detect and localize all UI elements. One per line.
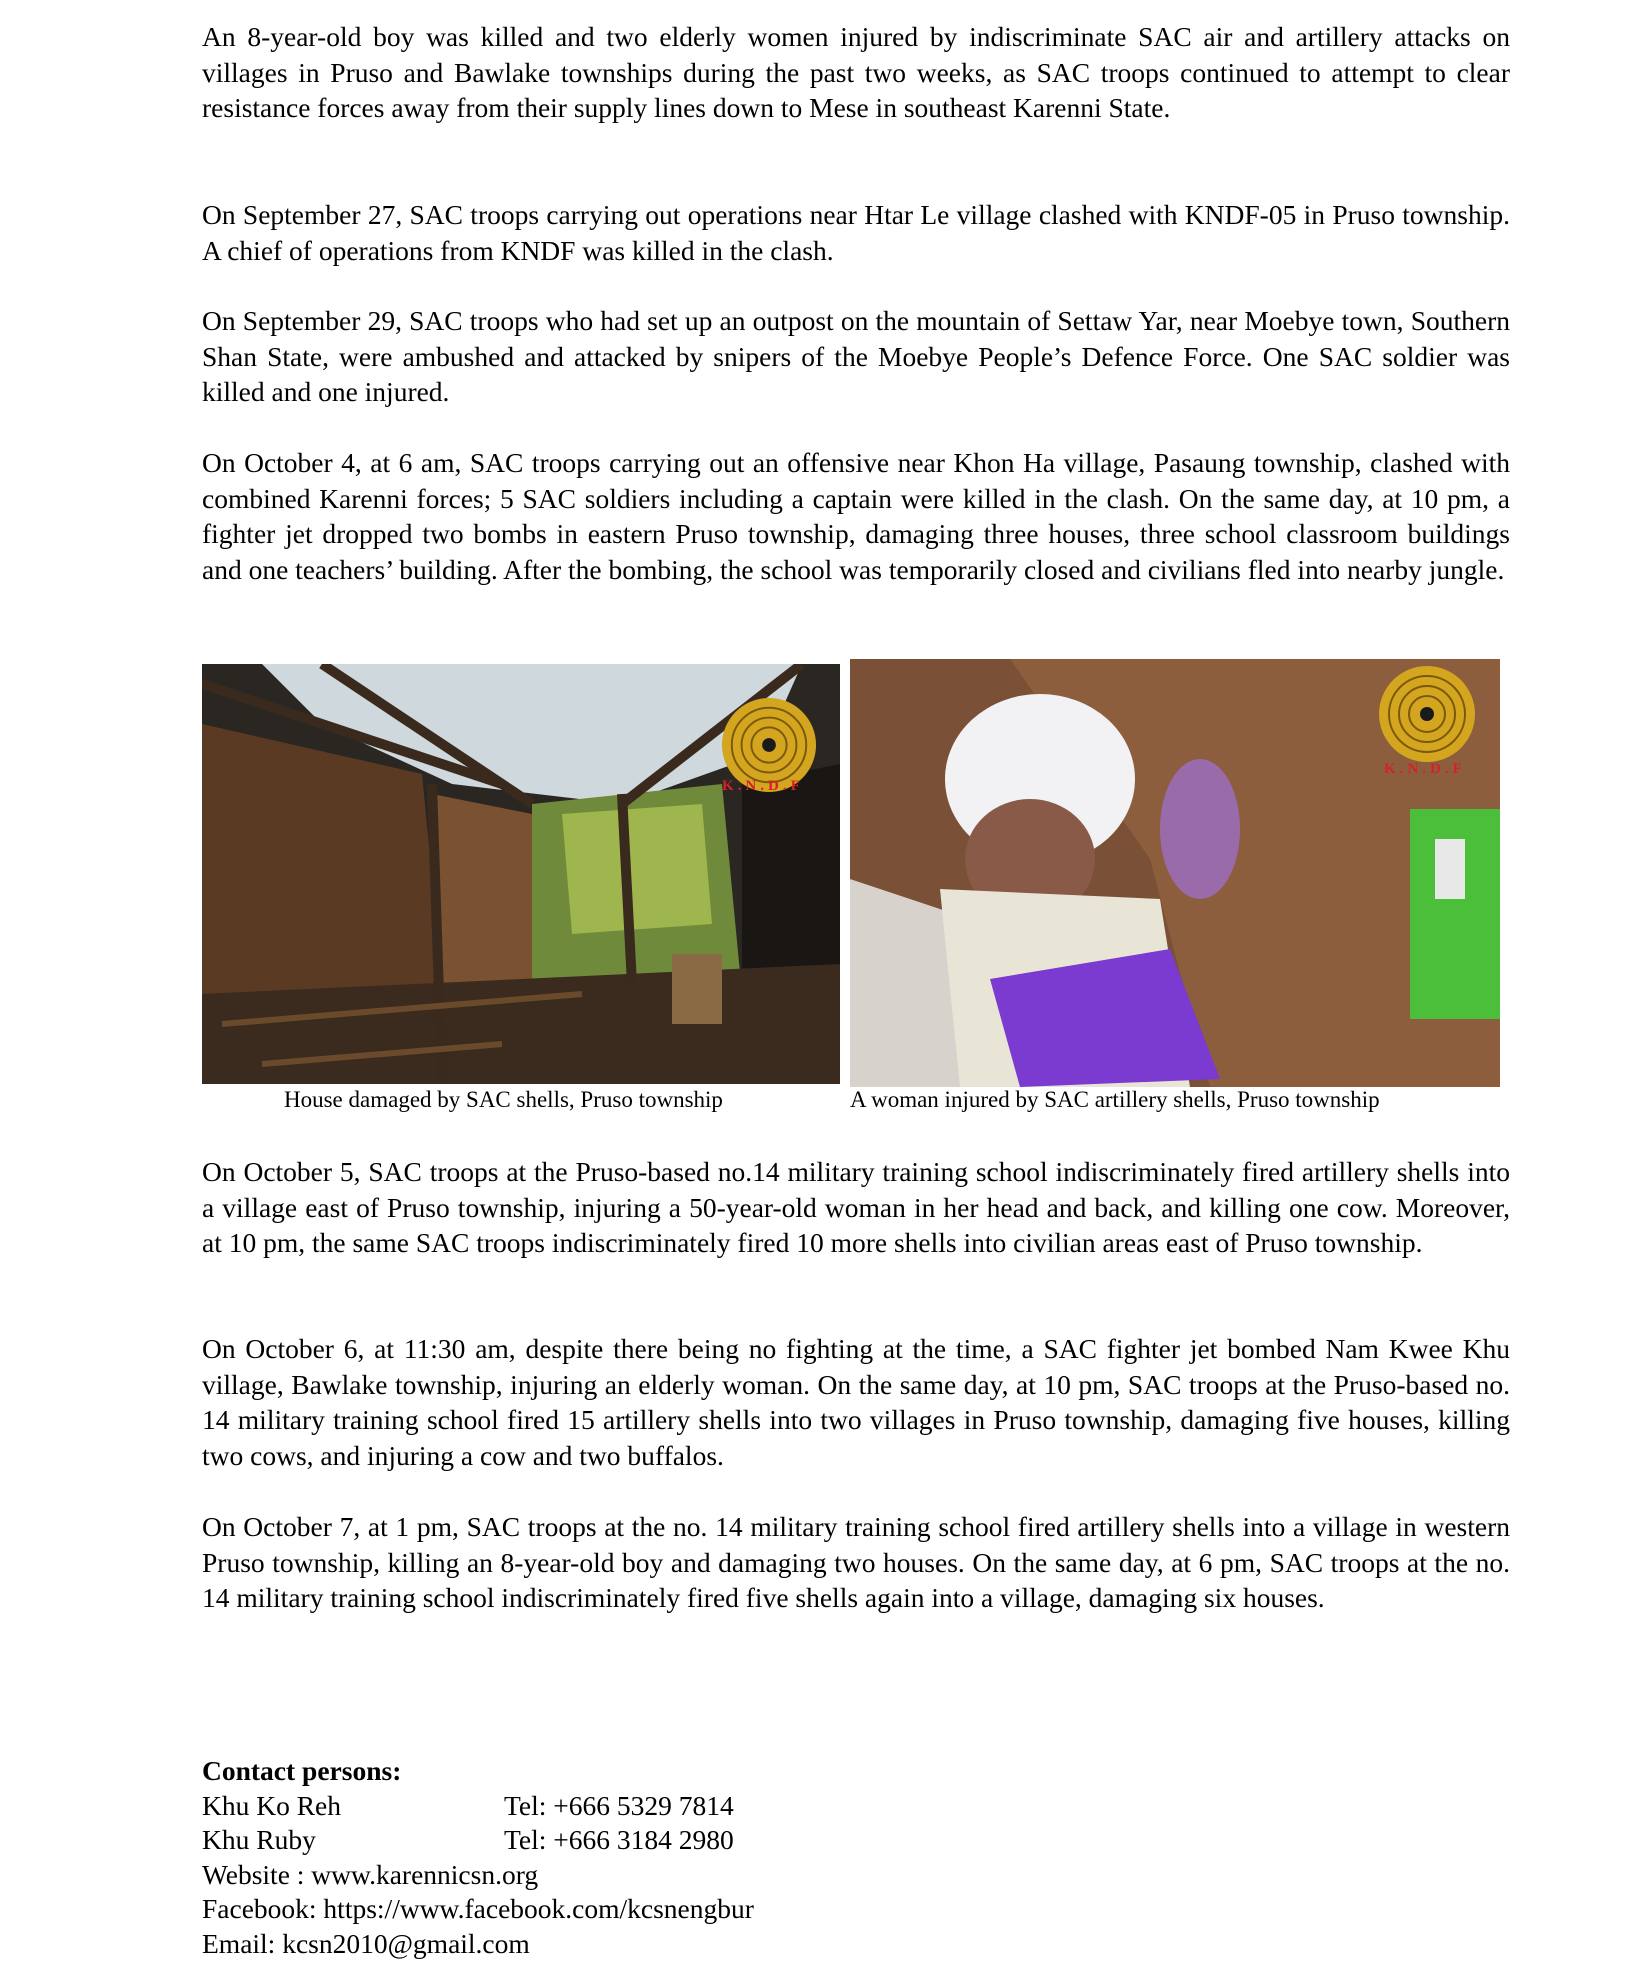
website-link[interactable]: Website : www.karennicsn.org	[202, 1858, 539, 1890]
right-photo-caption: A woman injured by SAC artillery shells, Pruso township	[850, 1087, 1380, 1112]
september-29-paragraph: On September 29, SAC troops who had set up an outpost on the mountain of Settaw Yar, near Moebye town, Southern Shan State, were ambushed and attacked by snipers of the Moebye People’s Defence Force. One SAC soldier was killed and one injured.	[202, 305, 1510, 407]
damaged-house-photo	[202, 664, 840, 1084]
left-photo-caption: House damaged by SAC shells, Pruso township	[284, 1087, 723, 1112]
contact-section	[202, 1754, 754, 1961]
october-7-paragraph: On October 7, at 1 pm, SAC troops at the no. 14 military training school fired artillery shells into a village in western Pruso township, killing an 8-year-old boy and damaging two houses. On the same day, at 6 pm, SAC troops at the no. 14 military training school indiscriminately fired five shells again into a village, damaging six houses.	[202, 1511, 1510, 1613]
october-6-paragraph: On October 6, at 11:30 am, despite there being no fighting at the time, a SAC fighter jet bombed Nam Kwee Khu village, Bawlake township, injuring an elderly woman. On the same day, at 10 pm, SAC troops at the Pruso-based no. 14 military training school fired 15 artillery shells into two villages in Pruso township, damaging five houses, killing two cows, and injuring a cow and two buffalos.	[202, 1333, 1510, 1471]
contact-phone: Tel: +666 5329 7814	[504, 1789, 734, 1821]
facebook-link[interactable]: Facebook: https://www.facebook.com/kcsnengbur	[202, 1893, 754, 1924]
contact-phone: Tel: +666 3184 2980	[504, 1824, 734, 1855]
october-4-paragraph: On October 4, at 6 am, SAC troops carrying out an offensive near Khon Ha village, Pasaung township, clashed with combined Karenni forces; 5 SAC soldiers including a captain were killed in the clash. On the same day, at 10 pm, a fighter jet dropped two bombs in eastern Pruso township, damaging three houses, three school classroom buildings and one teachers’ building. After the bombing, the school was temporarily closed and civilians fled into nearby jungle.	[202, 447, 1510, 585]
kndf-logo-text: K.N.D.F	[722, 778, 804, 794]
intro-paragraph: An 8-year-old boy was killed and two elderly women injured by indiscriminate SAC air and artillery attacks on villages in Pruso and Bawlake townships during the past two weeks, as SAC troops continued to attempt to clear resistance forces away from their supply lines down to Mese in southeast Karenni State.	[202, 21, 1510, 123]
email-link[interactable]: Email: kcsn2010@gmail.com	[202, 1927, 530, 1959]
kndf-logo-text: K.N.D.F	[1384, 761, 1466, 777]
october-5-paragraph: On October 5, SAC troops at the Pruso-based no.14 military training school indiscriminately fired artillery shells into a village east of Pruso township, injuring a 50-year-old woman in her head and back, and killing one cow. Moreover, at 10 pm, the same SAC troops indiscriminately fired 10 more shells into civilian areas east of Pruso township.	[202, 1156, 1510, 1258]
contact-person-row	[202, 1823, 754, 1858]
contact-name: Khu Ko Reh	[202, 1789, 342, 1821]
contact-person-row	[202, 1789, 754, 1824]
kndf-logo-icon	[1377, 664, 1477, 764]
contact-name: Khu Ruby	[202, 1824, 316, 1855]
september-27-paragraph: On September 27, SAC troops carrying out operations near Htar Le village clashed with KNDF-05 in Pruso township. A chief of operations from KNDF was killed in the clash.	[202, 199, 1510, 266]
injured-woman-photo	[850, 659, 1500, 1087]
contact-heading: Contact persons:	[202, 1755, 402, 1786]
